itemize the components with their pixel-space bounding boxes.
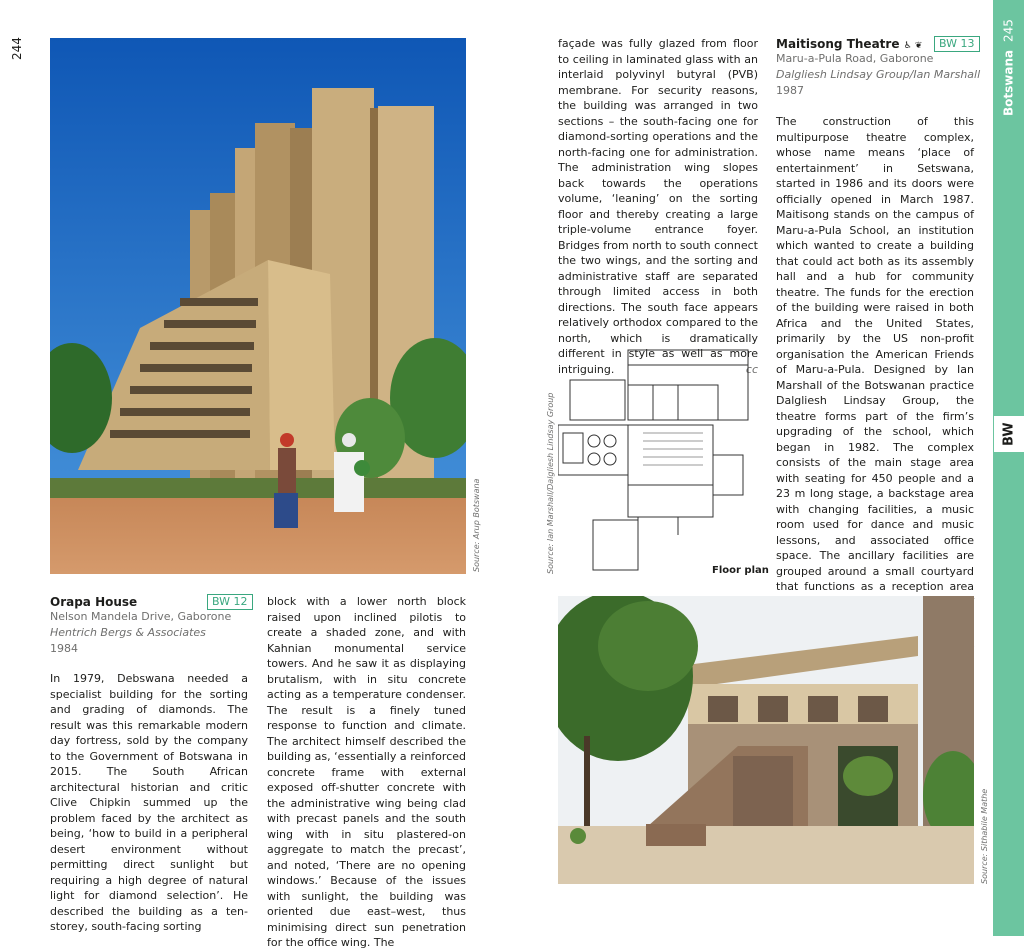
orapa-body-col3 — [558, 36, 758, 377]
country-tab — [993, 0, 1024, 936]
orapa-body-col2 — [267, 594, 466, 951]
maitisong-title-text: Maitisong Theatre — [776, 37, 900, 51]
maitisong-ref-badge: BW 13 — [934, 36, 980, 52]
orapa-meta — [50, 609, 255, 657]
maitisong-theatre-photo — [558, 596, 974, 884]
page-number-left: 244 — [10, 37, 24, 60]
orapa-col3-text — [558, 36, 758, 377]
orapa-architect: Hentrich Bergs & Associates — [50, 626, 206, 639]
orapa-title: Orapa House — [50, 595, 138, 609]
orapa-address: Nelson Mandela Drive, Gaborone — [50, 610, 232, 623]
orapa-photo-credit: Source: Arup Botswana — [472, 478, 481, 572]
country-name: Botswana — [1001, 49, 1016, 116]
maitisong-photo-credit: Source: Sithabile Mathe — [980, 788, 989, 884]
maitisong-year: 1987 — [776, 84, 804, 97]
running-header — [993, 19, 1024, 116]
maitisong-body-copy: The construction of this multipurpose theatre complex, whose name means ‘place of entertainment’ in Setswana, started in 1986 and its doors were officially opened in March 1987. Maitisong stands on the campus of Maru-a-Pula School, an institution which wanted to create a building that could act both as its assembly hall and a hub for community theatre. The funds for the erection of the building were raised in both Africa and the United States, primarily by the US non-profit organisation the American Friends of Maru-a-Pula. Designed by Ian Marshall of the Botswanan practice Dalgliesh Lindsay Group, the theatre forms part of the firm’s upgrading of the school, which began in 1982. The complex consists of the main stage area with seating for 450 people and a 23 m long stage, a backstage area with changing facilities, a music room used for dance and music lessons, and associated office space. The ancillary facilities are grouped around a small courtyard that functions as a reception area — [776, 115, 974, 593]
maitisong-meta — [776, 51, 986, 99]
orapa-ref-badge: BW 12 — [207, 594, 253, 610]
maitisong-architect: Dalgliesh Lindsay Group/Ian Marshall — [776, 68, 981, 81]
orapa-col3-body: façade was fully glazed from floor to ceiling in laminated glass with an interlaid polyvinyl butyral (PVB) membrane. For security reasons, the building was arranged in two sections – the south-facing one for diamond-sorting operations and the north-facing one for administration. The administration wing slopes back towards the operations volume, ‘leaning’ on the sorting floor and thereby creating a large triple-volume entrance foyer. Bridges from north to south connect the two wings, and the sorting and administrative staff are separated through limited access in both directions. The south face appears relatively orthodox compared to the north, which is dramatically different in style as well as more intriguing. — [558, 37, 758, 376]
orapa-col1-text: In 1979, Debswana needed a specialist building for the sorting and grading of diamonds. The result was this remarkable modern day fortress, sold by the company to the Government of Botswana in 2015. The South African architectural historian and critic Clive Chipkin summed up the problem faced by the architect as being, ‘how to build in a peripheral desert environment without permitting direct sunlight but requiring a high degree of natural light for diamond selection’. He described the building as a ten-storey, south-facing sorting — [50, 672, 248, 933]
accessibility-icon: ♿ ❦ — [903, 41, 923, 51]
orapa-author: cc — [745, 362, 758, 376]
orapa-year: 1984 — [50, 642, 78, 655]
floor-plan-label: Floor plan — [712, 565, 769, 576]
plan-credit: Source: Ian Marshall/Dalgliesh Lindsay Group — [546, 392, 555, 574]
maitisong-title — [776, 37, 922, 51]
orapa-body-col1 — [50, 671, 248, 935]
country-code: BW — [1001, 422, 1017, 446]
page-number-right: 245 — [1001, 19, 1016, 42]
floor-plan-drawing — [558, 345, 758, 575]
maitisong-address: Maru-a-Pula Road, Gaborone — [776, 52, 934, 65]
orapa-house-photo — [50, 38, 466, 574]
orapa-col2-text: block with a lower north block raised upon inclined pilotis to create a shaded zone, and with Kahnian monumental service towers. And he saw it as displaying brutalism, with in situ concrete acting as a temperature condenser. The result is a finely tuned response to function and climate. The architect himself described the building as, ‘essentially a reinforced concrete frame with external exposed off-shutter concrete with the administrative wing being clad with precast panels and the south wing with in situ plastered-on aggregate to match the precast’, and noted, ‘There are no opening windows.’ Because of the issues with sunlight, the building was oriented due east–west, thus minimising direct sun penetration for the office wing. The — [267, 595, 466, 949]
